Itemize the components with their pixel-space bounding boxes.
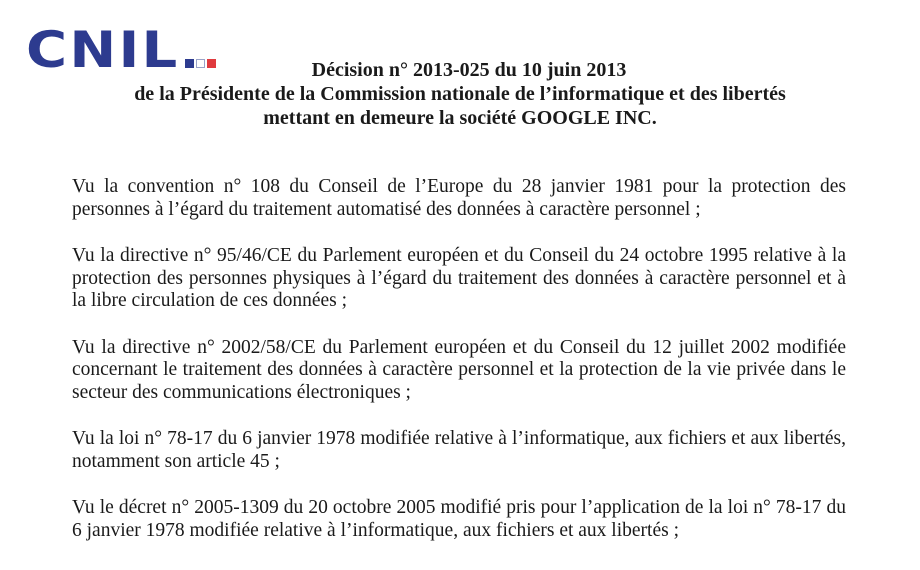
paragraph-decret-2005-1309: Vu le décret n° 2005-1309 du 20 octobre 2005 modifié pris pour l’application de la loi n° 78-17 du 6 janvier 1978 modifiée relative à l’informatique, aux fichiers et aux libertés ; <box>72 497 846 541</box>
decision-header <box>0 58 920 130</box>
decision-body <box>72 176 846 566</box>
decision-title: Décision n° 2013-025 du 10 juin 2013 <box>311 59 627 81</box>
paragraph-convention-108: Vu la convention n° 108 du Conseil de l’Europe du 28 janvier 1981 pour la protection des personnes à l’égard du traitement automatisé des données à caractère personnel ; <box>72 176 846 220</box>
paragraph-directive-2002-58: Vu la directive n° 2002/58/CE du Parlement européen et du Conseil du 12 juillet 2002 modifiée concernant le traitement des données à caractère personnel et la protection de la vie privée dans le secteur des communications électroniques ; <box>72 336 846 403</box>
cnil-logo-text: CNIL <box>26 21 180 79</box>
paragraph-directive-95-46: Vu la directive n° 95/46/CE du Parlement européen et du Conseil du 24 octobre 1995 relative à la protection des personnes physiques à l’égard du traitement des données à caractère personnel et à la libre circulation de ces données ; <box>72 245 846 311</box>
decision-subject: mettant en demeure la société GOOGLE INC. <box>263 107 657 129</box>
paragraph-loi-78-17: Vu la loi n° 78-17 du 6 janvier 1978 modifiée relative à l’informatique, aux fichiers et aux libertés, notamment son article 45 ; <box>72 428 846 472</box>
decision-author: de la Présidente de la Commission nationale de l’informatique et des libertés <box>134 83 786 105</box>
